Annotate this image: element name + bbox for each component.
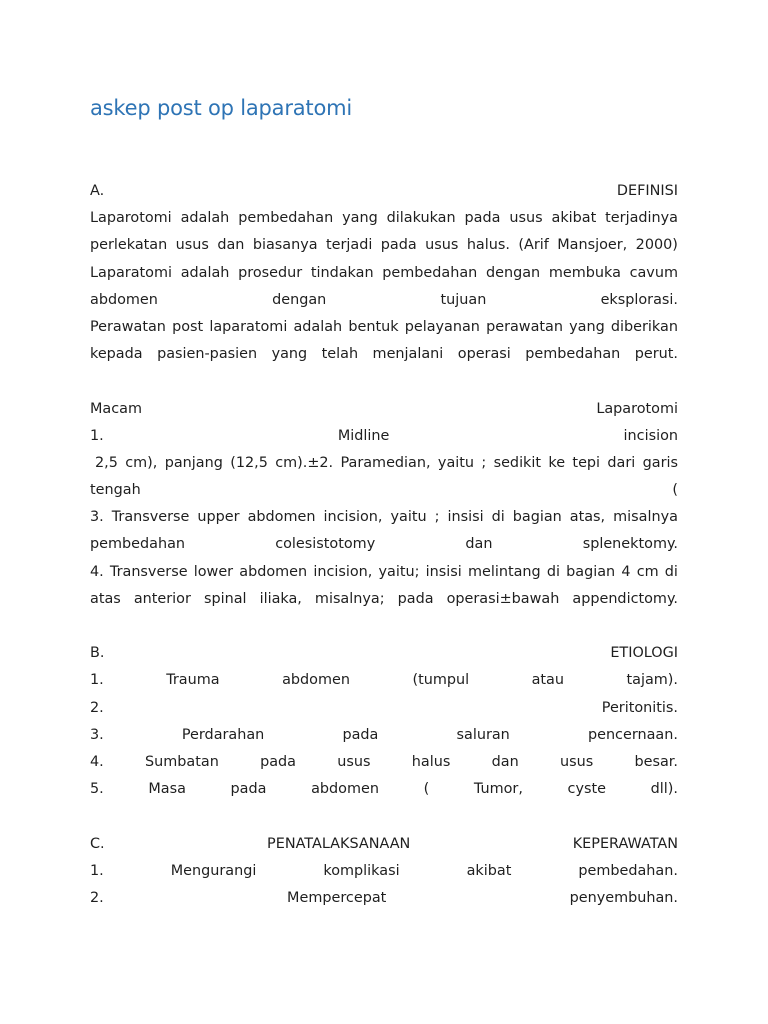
word: ; <box>481 454 487 471</box>
word: ( <box>423 781 430 798</box>
text-line <box>90 885 678 912</box>
word: usus <box>425 237 459 254</box>
word: (12,5 <box>230 454 268 471</box>
word: DEFINISI <box>616 183 678 199</box>
word: halus <box>411 753 451 770</box>
text-line <box>90 722 678 749</box>
blank-line <box>90 803 678 830</box>
word: incision, <box>323 509 383 526</box>
word: membuka <box>548 264 621 281</box>
word: incision <box>623 427 678 444</box>
word: dilakukan <box>386 210 456 227</box>
word: adalah <box>180 264 230 281</box>
word: incision, <box>313 563 373 580</box>
text-line <box>90 858 678 885</box>
text-line <box>90 559 678 586</box>
blank-line <box>90 368 678 395</box>
word: yang <box>569 318 605 335</box>
word: Macam <box>90 400 142 417</box>
word: pasien-pasien <box>157 346 258 363</box>
word: ( <box>672 482 678 499</box>
word: Trauma <box>166 672 220 689</box>
word: bagian <box>566 563 616 580</box>
word: abdomen <box>311 781 379 798</box>
text-line <box>90 314 678 341</box>
word: splenektomy. <box>582 536 678 553</box>
word: appendictomy. <box>572 590 678 607</box>
word: dan <box>465 536 493 553</box>
word: adalah <box>180 210 230 227</box>
word: dengan <box>485 264 541 281</box>
text-line <box>90 205 678 232</box>
word: pembedahan <box>382 264 478 281</box>
word: usus <box>337 753 371 770</box>
word: C. <box>90 835 105 852</box>
word: 1. <box>90 862 104 879</box>
word: di <box>546 563 560 580</box>
word: pelayanan <box>404 318 480 335</box>
word: Perdarahan <box>181 726 265 743</box>
word: tepi <box>572 454 601 471</box>
word: ke <box>548 454 566 471</box>
text-line <box>90 450 678 477</box>
word: pembedahan. <box>578 862 678 879</box>
word: 2000) <box>635 237 678 254</box>
word: B. <box>90 645 105 662</box>
text-line <box>90 287 678 314</box>
word: Midline <box>337 427 390 444</box>
word: (Arif <box>518 237 549 254</box>
word: pembedahan <box>238 210 334 227</box>
word: bagian <box>512 509 562 526</box>
word: kepada <box>90 346 143 363</box>
word: cm).±2. <box>275 454 334 471</box>
word: anterior <box>133 590 191 607</box>
word: 2. <box>90 699 104 716</box>
word: Peritonitis. <box>601 699 678 716</box>
word: prosedur <box>238 264 303 281</box>
word: Transverse <box>111 509 190 526</box>
word: Mempercepat <box>287 889 387 906</box>
text-line <box>90 423 678 450</box>
word: Perawatan <box>90 318 166 335</box>
blank-line <box>90 613 678 640</box>
word: telah <box>321 346 359 363</box>
word: yaitu <box>390 509 427 526</box>
word: insisi <box>425 563 462 580</box>
word: saluran <box>456 726 510 743</box>
word: lower <box>193 563 234 580</box>
word: cyste <box>567 781 606 798</box>
document-body <box>90 178 678 912</box>
word: biasanya <box>252 237 318 254</box>
word: usus <box>509 210 543 227</box>
text-line <box>90 695 678 722</box>
word: tengah <box>90 482 141 499</box>
word: atas <box>90 590 121 607</box>
word: 1. <box>90 427 104 444</box>
text-line <box>90 640 678 667</box>
text-line <box>90 586 678 613</box>
text-line <box>90 667 678 694</box>
text-line <box>90 776 678 803</box>
word: pada <box>342 726 379 743</box>
word: tajam). <box>626 672 678 689</box>
word: besar. <box>634 753 678 770</box>
word: dan <box>217 237 245 254</box>
word: atau <box>531 672 564 689</box>
word: KEPERAWATAN <box>572 835 678 852</box>
document-title: askep post op laparatomi <box>90 96 353 120</box>
word: terjadi <box>326 237 373 254</box>
word: Mengurangi <box>170 862 257 879</box>
text-line <box>90 477 678 504</box>
word: usus <box>559 753 594 770</box>
word: abdomen <box>90 291 158 308</box>
word: sedikit <box>493 454 542 471</box>
word: pada <box>397 590 434 607</box>
word: pada <box>380 237 417 254</box>
word: diberikan <box>610 318 678 335</box>
word: abdomen <box>247 509 316 526</box>
text-line <box>90 232 678 259</box>
word: 3. <box>90 509 104 526</box>
word: pada <box>464 210 501 227</box>
text-line <box>90 531 678 558</box>
word: 4. <box>90 753 104 770</box>
word: 2. <box>90 889 104 906</box>
text-line <box>90 178 678 205</box>
text-line <box>90 396 678 423</box>
word: eksplorasi. <box>600 291 678 308</box>
word: atas, <box>569 509 606 526</box>
word: iliaka, <box>259 590 302 607</box>
word: dengan <box>272 291 327 308</box>
word: operasi±bawah <box>446 590 560 607</box>
word: operasi <box>457 346 511 363</box>
word: terjadinya <box>605 210 678 227</box>
word: PENATALAKSANAAN <box>267 835 411 852</box>
word: di <box>491 509 505 526</box>
word: abdomen <box>282 672 350 689</box>
word: Laparotomi <box>596 400 678 417</box>
word: pembedahan <box>90 536 186 553</box>
text-line <box>90 831 678 858</box>
word: A. <box>90 183 105 199</box>
word: Transverse <box>109 563 188 580</box>
word: adalah <box>293 318 343 335</box>
word: akibat <box>466 862 512 879</box>
word: pada <box>230 781 267 798</box>
word: 4. <box>90 563 104 580</box>
word: penyembuhan. <box>569 889 678 906</box>
word: Mansjoer, <box>557 237 628 254</box>
word: halus. <box>466 237 510 254</box>
word: ETIOLOGI <box>610 645 678 662</box>
word: insisi <box>447 509 484 526</box>
word: dari <box>607 454 636 471</box>
word: 4 <box>621 563 631 580</box>
word: 3. <box>90 726 104 743</box>
word: cm), <box>125 454 158 471</box>
word: colesistotomy <box>275 536 376 553</box>
word: misalnya <box>613 509 678 526</box>
word: misalnya; <box>314 590 385 607</box>
word: laparatomi <box>209 318 288 335</box>
word: dll). <box>650 781 678 798</box>
word: Masa <box>148 781 186 798</box>
text-line <box>90 341 678 368</box>
word: 5. <box>90 781 104 798</box>
word: post <box>172 318 204 335</box>
word: melintang <box>467 563 541 580</box>
word: perlekatan <box>90 237 168 254</box>
word: akibat <box>551 210 597 227</box>
word: yaitu <box>437 454 475 471</box>
word: cavum <box>629 264 678 281</box>
word: perut. <box>634 346 678 363</box>
word: Laparatomi <box>90 264 172 281</box>
word: tindakan <box>310 264 374 281</box>
word: yang <box>271 346 308 363</box>
word: perawatan <box>486 318 563 335</box>
text-line <box>90 260 678 287</box>
word: di <box>664 563 678 580</box>
word: Laparotomi <box>90 210 172 227</box>
word: ; <box>434 509 440 526</box>
word: 1. <box>90 672 104 689</box>
word: Sumbatan <box>145 753 219 770</box>
word: usus <box>175 237 209 254</box>
word: cm <box>636 563 659 580</box>
word: pada <box>260 753 296 770</box>
text-line <box>90 749 678 776</box>
word: spinal <box>203 590 247 607</box>
word: (tumpul <box>412 672 470 689</box>
word: Tumor, <box>473 781 523 798</box>
word: garis <box>642 454 678 471</box>
word: 2,5 <box>95 454 118 471</box>
word: tujuan <box>440 291 487 308</box>
word: yaitu; <box>378 563 420 580</box>
word: upper <box>197 509 240 526</box>
word: pembedahan <box>525 346 621 363</box>
word: yang <box>342 210 378 227</box>
text-line <box>90 504 678 531</box>
word: dan <box>491 753 519 770</box>
word: bentuk <box>348 318 399 335</box>
word: menjalani <box>372 346 444 363</box>
word: pencernaan. <box>587 726 678 743</box>
word: abdomen <box>239 563 308 580</box>
word: komplikasi <box>323 862 400 879</box>
word: panjang <box>164 454 223 471</box>
word: Paramedian, <box>340 454 431 471</box>
